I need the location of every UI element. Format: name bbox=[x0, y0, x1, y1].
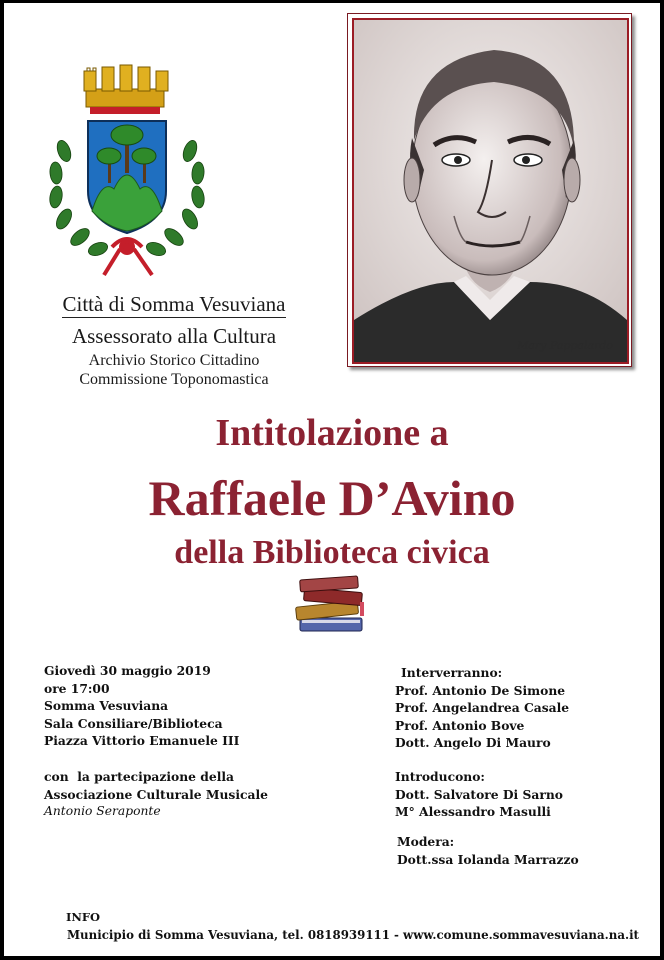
introducers-block bbox=[395, 768, 563, 821]
participation-block bbox=[44, 768, 268, 821]
participation-line-2: Associazione Culturale Musicale bbox=[44, 786, 268, 802]
portrait-sketch-image bbox=[354, 20, 627, 362]
poster bbox=[4, 3, 660, 956]
speakers-block bbox=[395, 664, 569, 752]
city-name: Città di Somma Vesuviana bbox=[62, 292, 286, 316]
portrait-frame bbox=[347, 13, 632, 367]
artist-signature: Mary Pappalardo bbox=[517, 339, 613, 352]
moderator-heading: Modera: bbox=[397, 834, 455, 849]
crown-icon bbox=[84, 65, 168, 114]
event-time: ore 17:00 bbox=[44, 680, 110, 696]
commission-name: Commissione Toponomastica bbox=[79, 371, 269, 388]
speakers-heading: Interverranno: bbox=[401, 665, 503, 680]
event-date: Giovedì 30 maggio 2019 bbox=[44, 663, 211, 678]
introducer-name: M° Alessandro Masulli bbox=[395, 804, 551, 819]
department-name: Assessorato alla Cultura bbox=[71, 324, 277, 348]
moderator-block bbox=[397, 833, 579, 868]
event-details bbox=[44, 662, 239, 750]
shield-icon bbox=[88, 121, 166, 233]
archive-name: Archivio Storico Cittadino bbox=[88, 352, 260, 369]
portrait-drawing bbox=[352, 18, 629, 364]
speaker-name: Prof. Angelandrea Casale bbox=[395, 700, 570, 715]
moderator-name: Dott.ssa Iolanda Marrazzo bbox=[397, 851, 579, 867]
participation-line-3: Antonio Seraponte bbox=[44, 804, 161, 818]
event-venue: Sala Consiliare/Biblioteca bbox=[44, 715, 223, 731]
speaker-name: Prof. Antonio De Simone bbox=[395, 682, 566, 698]
title-line-1: Intitolazione a bbox=[215, 412, 449, 454]
participation-line-1: con la partecipazione della bbox=[44, 769, 235, 784]
info-label: INFO bbox=[66, 910, 101, 924]
introducer-name: Dott. Salvatore Di Sarno bbox=[395, 786, 563, 802]
title-line-3: della Biblioteca civica bbox=[174, 534, 490, 571]
introducers-heading: Introducono: bbox=[395, 769, 485, 784]
contact-line: Municipio di Somma Vesuviana, tel. 0818939111 - www.comune.sommavesuviana.na.it bbox=[67, 928, 640, 942]
honoree-name: Raffaele D’Avino bbox=[148, 470, 516, 526]
books-icon bbox=[292, 574, 372, 636]
event-city: Somma Vesuviana bbox=[44, 698, 169, 713]
speaker-name: Prof. Antonio Bove bbox=[395, 717, 525, 733]
ribbon-icon bbox=[104, 239, 152, 275]
speaker-name: Dott. Angelo Di Mauro bbox=[395, 735, 551, 750]
event-address: Piazza Vittorio Emanuele III bbox=[44, 733, 240, 748]
coat-of-arms-emblem bbox=[42, 61, 212, 283]
